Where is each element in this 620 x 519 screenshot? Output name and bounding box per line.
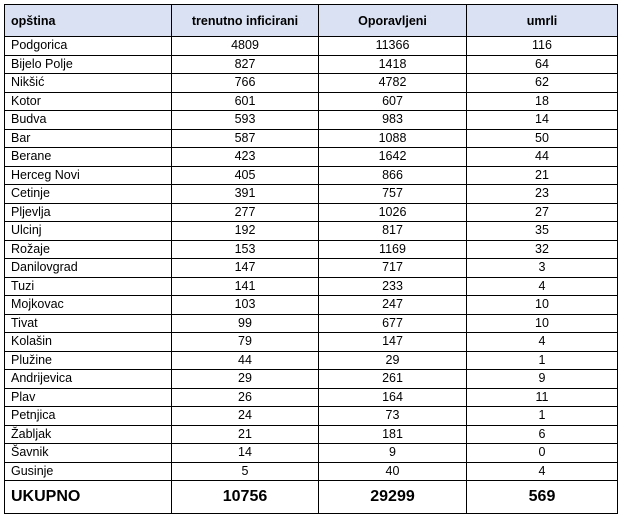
municipality-cell: Gusinje <box>5 462 172 481</box>
deaths-cell: 1 <box>467 351 618 370</box>
table-row <box>5 296 618 315</box>
municipality-cell: Šavnik <box>5 444 172 463</box>
infected-cell: 587 <box>172 129 319 148</box>
deaths-cell: 10 <box>467 296 618 315</box>
recovered-cell: 29 <box>319 351 467 370</box>
municipality-cell: Žabljak <box>5 425 172 444</box>
infected-cell: 766 <box>172 74 319 93</box>
table-row <box>5 111 618 130</box>
municipality-cell: Kolašin <box>5 333 172 352</box>
recovered-cell: 40 <box>319 462 467 481</box>
total-deaths: 569 <box>467 481 618 514</box>
table-header-row <box>5 5 618 37</box>
recovered-cell: 147 <box>319 333 467 352</box>
deaths-cell: 0 <box>467 444 618 463</box>
recovered-cell: 4782 <box>319 74 467 93</box>
deaths-cell: 1 <box>467 407 618 426</box>
total-recovered: 29299 <box>319 481 467 514</box>
table-row <box>5 333 618 352</box>
header-recovered: Oporavljeni <box>319 5 467 37</box>
recovered-cell: 261 <box>319 370 467 389</box>
total-row <box>5 481 618 514</box>
table-row <box>5 259 618 278</box>
recovered-cell: 1642 <box>319 148 467 167</box>
deaths-cell: 50 <box>467 129 618 148</box>
deaths-cell: 35 <box>467 222 618 241</box>
deaths-cell: 11 <box>467 388 618 407</box>
deaths-cell: 23 <box>467 185 618 204</box>
infected-cell: 153 <box>172 240 319 259</box>
table-row <box>5 314 618 333</box>
recovered-cell: 1026 <box>319 203 467 222</box>
recovered-cell: 607 <box>319 92 467 111</box>
deaths-cell: 14 <box>467 111 618 130</box>
deaths-cell: 64 <box>467 55 618 74</box>
recovered-cell: 757 <box>319 185 467 204</box>
deaths-cell: 21 <box>467 166 618 185</box>
recovered-cell: 11366 <box>319 37 467 56</box>
deaths-cell: 3 <box>467 259 618 278</box>
infected-cell: 44 <box>172 351 319 370</box>
table-row <box>5 407 618 426</box>
infected-cell: 24 <box>172 407 319 426</box>
deaths-cell: 18 <box>467 92 618 111</box>
table-body <box>5 37 618 481</box>
municipality-cell: Plužine <box>5 351 172 370</box>
recovered-cell: 817 <box>319 222 467 241</box>
municipality-cell: Cetinje <box>5 185 172 204</box>
table-row <box>5 129 618 148</box>
table-edge-mark <box>617 407 618 425</box>
header-deaths: umrli <box>467 5 618 37</box>
infected-cell: 29 <box>172 370 319 389</box>
deaths-cell: 4 <box>467 333 618 352</box>
infected-cell: 405 <box>172 166 319 185</box>
recovered-cell: 233 <box>319 277 467 296</box>
infected-cell: 423 <box>172 148 319 167</box>
recovered-cell: 9 <box>319 444 467 463</box>
infected-cell: 99 <box>172 314 319 333</box>
deaths-cell: 32 <box>467 240 618 259</box>
table-row <box>5 222 618 241</box>
infected-cell: 147 <box>172 259 319 278</box>
covid-municipality-table <box>4 4 618 514</box>
recovered-cell: 164 <box>319 388 467 407</box>
deaths-cell: 27 <box>467 203 618 222</box>
deaths-cell: 116 <box>467 37 618 56</box>
municipality-cell: Ulcinj <box>5 222 172 241</box>
table-row <box>5 462 618 481</box>
municipality-cell: Petnjica <box>5 407 172 426</box>
recovered-cell: 983 <box>319 111 467 130</box>
table-row <box>5 277 618 296</box>
infected-cell: 14 <box>172 444 319 463</box>
recovered-cell: 73 <box>319 407 467 426</box>
recovered-cell: 866 <box>319 166 467 185</box>
table-row <box>5 166 618 185</box>
total-infected: 10756 <box>172 481 319 514</box>
recovered-cell: 247 <box>319 296 467 315</box>
infected-cell: 192 <box>172 222 319 241</box>
infected-cell: 21 <box>172 425 319 444</box>
municipality-cell: Kotor <box>5 92 172 111</box>
municipality-cell: Pljevlja <box>5 203 172 222</box>
infected-cell: 79 <box>172 333 319 352</box>
infected-cell: 141 <box>172 277 319 296</box>
table-row <box>5 240 618 259</box>
deaths-cell: 62 <box>467 74 618 93</box>
table-row <box>5 185 618 204</box>
table-row <box>5 388 618 407</box>
infected-cell: 5 <box>172 462 319 481</box>
table-row <box>5 92 618 111</box>
table-row <box>5 370 618 389</box>
table-row <box>5 74 618 93</box>
recovered-cell: 1169 <box>319 240 467 259</box>
recovered-cell: 717 <box>319 259 467 278</box>
deaths-cell: 9 <box>467 370 618 389</box>
municipality-cell: Andrijevica <box>5 370 172 389</box>
recovered-cell: 181 <box>319 425 467 444</box>
total-label: UKUPNO <box>5 481 172 514</box>
infected-cell: 391 <box>172 185 319 204</box>
recovered-cell: 677 <box>319 314 467 333</box>
municipality-cell: Tivat <box>5 314 172 333</box>
table-row <box>5 55 618 74</box>
municipality-cell: Plav <box>5 388 172 407</box>
table-row <box>5 444 618 463</box>
municipality-cell: Danilovgrad <box>5 259 172 278</box>
municipality-cell: Berane <box>5 148 172 167</box>
infected-cell: 601 <box>172 92 319 111</box>
deaths-cell: 10 <box>467 314 618 333</box>
municipality-cell: Nikšić <box>5 74 172 93</box>
municipality-cell: Bar <box>5 129 172 148</box>
table-row <box>5 203 618 222</box>
table-row <box>5 351 618 370</box>
municipality-cell: Tuzi <box>5 277 172 296</box>
municipality-cell: Herceg Novi <box>5 166 172 185</box>
infected-cell: 26 <box>172 388 319 407</box>
infected-cell: 4809 <box>172 37 319 56</box>
deaths-cell: 4 <box>467 277 618 296</box>
recovered-cell: 1418 <box>319 55 467 74</box>
municipality-cell: Bijelo Polje <box>5 55 172 74</box>
municipality-cell: Mojkovac <box>5 296 172 315</box>
deaths-cell: 4 <box>467 462 618 481</box>
header-currently-infected: trenutno inficirani <box>172 5 319 37</box>
infected-cell: 103 <box>172 296 319 315</box>
table-row <box>5 425 618 444</box>
deaths-cell: 44 <box>467 148 618 167</box>
table-row <box>5 37 618 56</box>
municipality-cell: Podgorica <box>5 37 172 56</box>
header-municipality: opština <box>5 5 172 37</box>
deaths-cell: 6 <box>467 425 618 444</box>
infected-cell: 277 <box>172 203 319 222</box>
recovered-cell: 1088 <box>319 129 467 148</box>
municipality-cell: Rožaje <box>5 240 172 259</box>
municipality-cell: Budva <box>5 111 172 130</box>
table-row <box>5 148 618 167</box>
infected-cell: 827 <box>172 55 319 74</box>
infected-cell: 593 <box>172 111 319 130</box>
